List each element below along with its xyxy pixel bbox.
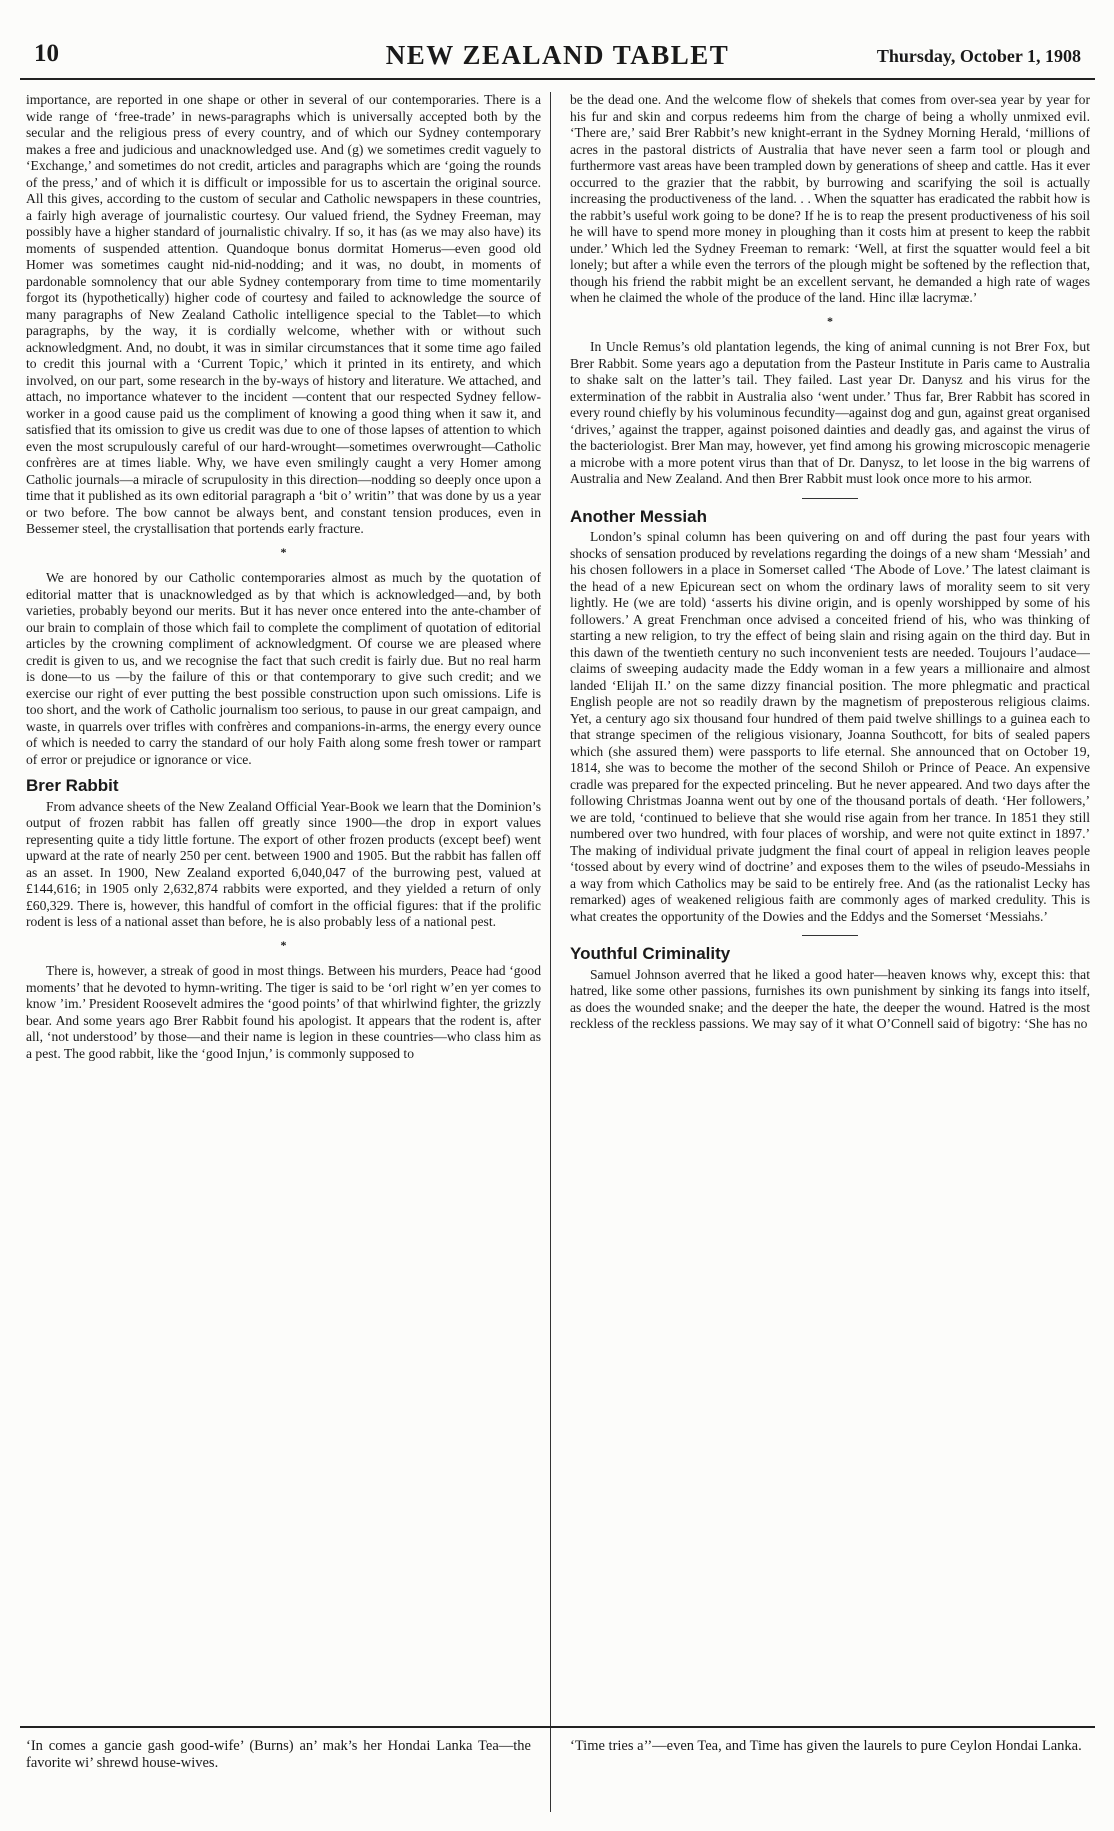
section-separator: * bbox=[280, 544, 287, 559]
page-number: 10 bbox=[34, 40, 59, 67]
column-divider bbox=[550, 92, 551, 1812]
article-paragraph: In Uncle Remus’s old plantation legends, the king of animal cunning is not Brer Fox, but Brer Rabbit. Some years ago a deputation from the Pasteur Institute in Paris came to Australia to shake salt on the latter’s tail. They failed. Last year Dr. Danysz and his virus for the extermination of the rabbit in Australia also ‘went under.’ Thus far, Brer Rabbit has scored in every round chiefly by his voluminous fecundity—against dog and gun, against great organised ‘drives,’ against the trapper, against poisoned dainties and deadly gas, and against the virus of the bacteriologist. Brer Man may, however, yet find among his growing microscopic menagerie a microbe with a more potent virus than that of Dr. Danysz, to let loose in the big warrens of Australia and New Zealand. And then Brer Rabbit must look once more to his armor. bbox=[570, 339, 1090, 486]
article-paragraph: London’s spinal column has been quivering on and off during the past four years with shocks of sensation produced by revelations regarding the doings of a new sham ‘Messiah’ and his chosen followers in a place in Somerset called ‘The Abode of Love.’ The latest claimant is the head of a new Epicurean sect on whom the ordinary laws of morality seem to sit very lightly. He (we are told) ‘asserts his divine origin, and is openly worshipped by some of his followers.’ A great Frenchman once advised a conceited friend of his, who was thinking of starting a new religion, to try the effect of being slain and rising again on the third day. But in this dawn of the twentieth century no such inconvenient tests are needed. Toujours l’audace—claims of sweeping audacity made the Eddy woman in a few years a millionaire and almost landed ‘Elijah II.’ on the same dizzy financial position. The more phlegmatic and practical English people are not so readily drawn by the magnetism of preposterous religious claims. Yet, a century ago six thousand four hundred of them paid twelve shillings to a guinea each to that strange specimen of the religious visionary, Joanna Southcott, for bits of sealed papers which (she assured them) were passports to life eternal. She announced that on October 19, 1814, she was to become the mother of the second Shiloh or Prince of Peace. An expensive cradle was prepared for the expected princeling. But he never appeared. And two days after the following Christmas Joanna went out by one of the thousand portals of death. ‘Her followers,’ we are told, ‘continued to believe that she would rise again from her trance. In 1851 they still numbered over two hundred, with four places of worship, and were not quite extinct in 1897.’ The making of individual private judgment the final court of appeal in religion leaves people ‘tossed about by every wind of doctrine’ and exposes them to the wiles of pseudo-Messiahs in a way from which Catholics may be said to be entirely free. And (as the rationalist Lecky has remarked) ages of weakened religious faith are commonly ages of marked credulity. This is what creates the opportunity of the Dowies and the Eddys and the Somerset ‘Messiahs.’ bbox=[570, 529, 1090, 924]
article-paragraph: be the dead one. And the welcome flow of shekels that comes from over-sea year by year for his fur and skin and corpus redeems him from the charge of being a wholly unmixed evil. ‘There are,’ said Brer Rabbit’s new knight-errant in the Sydney Morning Herald, ‘millions of acres in the pastoral districts of Australia that have never seen a farm tool or plough and furthermore vast areas have been trampled down by generations of sheep and cattle. Has it ever occurred to the grazier that the rabbit, by burrowing and scarifying the soil is actually increasing the productiveness of the land. . . When the squatter has eradicated the rabbit how is the rabbit’s useful work going to be done? If he is to reap the present productiveness of his soil he will have to spend more money in ploughing than it costs him at present to keep the rabbit under.’ Which led the Sydney Freeman to remark: ‘Well, at first the squatter would feel a bit lonely; but after a while even the terrors of the plough might be softened by the reflection that, though his friend the rabbit might be an excellent servant, he demanded a high rate of wages when he claimed the whole of the produce of the land. Hinc illæ lacrymæ.’ bbox=[570, 92, 1090, 305]
footer-rule bbox=[20, 1726, 1095, 1728]
article-paragraph: There is, however, a streak of good in most things. Between his murders, Peace had ‘good moments’ that he devoted to hymn-writing. The tiger is said to be ‘orl right w’en yer comes to know ’im.’ President Roosevelt admires the ‘good points’ of that whirlwind fighter, the grizzly bear. And some years ago Brer Rabbit found his apologist. It appears that the rodent is, after all, ‘not understood’ by those—and their name is legion in these countries—who class him as a pest. The good rabbit, like the ‘good Injun,’ is commonly supposed to bbox=[26, 963, 541, 1061]
newspaper-title: NEW ZEALAND TABLET bbox=[385, 40, 730, 70]
article-paragraph: importance, are reported in one shape or other in several of our contemporaries. There is a wide range of ‘free-trade’ in news-paragraphs which is universally accepted both by the secular and the religious press of every country, and of which our Sydney contemporary makes a free and judicious and unacknowledged use. And (g) we sometimes credit vaguely to ‘Exchange,’ and sometimes do not credit, articles and paragraphs which are ‘going the rounds of the press,’ and of which it is difficult or impossible for us to ascertain the original source. All this gives, according to the custom of secular and Catholic newspapers in these countries, a fairly high average of journalistic courtesy. Our valued friend, the Sydney Freeman, may possibly have a higher standard of journalistic chivalry. If so, it has (as we may also have) its moments of suspended attention. Quandoque bonus dormitat Homerus—even good old Homer was sometimes caught nid-nid-nodding; and it was, no doubt, in moments of pardonable somnolency that our able Sydney contemporary from time to time momentarily forgot its (hypothetically) higher code of courtesy and failed to acknowledge the source of many paragraphs of New Zealand Catholic intelligence special to the Tablet—to which paragraphs, by the way, it is cordially welcome, whether with or without such acknowledgment. And, no doubt, it was in similar circumstances that it some time ago failed to credit this journal with a ‘Current Topic,’ which it printed in its entirety, and which involved, on our part, some research in the by-ways of history and literature. We attached, and attach, no importance whatever to the incident —content that our respected Sydney fellow-worker in a good cause paid us the compliment of knowing a good thing when it saw it, and satisfied that its omission to give us credit was due to one of those lapses of attention to which even the most scrupulously careful of our hard-wrought—sometimes overwrought—Catholic confrères are at times liable. Why, we have even smilingly caught a very Homer among Catholic journals—a miracle of scrupulosity in this direction—nodding so deeply once upon a time that it published as its own editorial paragraph a ‘bit o’ writin’’ that was done by us a year or two before. The bow cannot be always bent, and constant tension produces, even in Bessemer steel, the crystallisation that portends early fracture. bbox=[26, 92, 541, 536]
section-heading-another-messiah: Another Messiah bbox=[570, 506, 707, 526]
left-column bbox=[26, 92, 541, 1712]
section-heading-youthful-criminality: Youthful Criminality bbox=[570, 944, 731, 963]
right-column bbox=[570, 92, 1090, 1712]
footer-ad-right: ‘Time tries a’’—even Tea, and Time has given the laurels to pure Ceylon Hondai Lanka. bbox=[570, 1738, 1082, 1754]
article-paragraph: We are honored by our Catholic contemporaries almost as much by the quotation of editorial matter that is unacknowledged as by that which is acknowledged—and, by both varieties, probably beyond our merits. But it has never once entered into the ante-chamber of our brain to complain of those which fail to complete the compliment of quotation of editorial articles by the crowning compliment of acknowledgment. Of course we are pleased where credit is given to us, and we recognise the fact that such credit is fairly due. But no real harm is done—to us —by the failure of this or that contemporary to give such credit; and we exercise our right of ever putting the best possible construction upon such omissions. Life is too short, and the work of Catholic journalism too serious, to pause in our great campaign, and waste, in quarrels over trifles with confrères and companions-in-arms, the energy every ounce of which is needed to carry the standard of our holy Faith along some fresh tower or rampart of error or prejudice or ignorance or vice. bbox=[26, 570, 541, 767]
section-separator: * bbox=[827, 313, 833, 328]
article-paragraph: Samuel Johnson averred that he liked a good hater—heaven knows why, except this: that hatred, like some other passions, furnishes its own punishment by sinking its fangs into itself, as does the wounded snake; and the deeper the hate, the deeper the wound. Hatred is the most reckless of the reckless passions. We may say of it what O’Connell said of bigotry: ‘She has no bbox=[570, 966, 1090, 1031]
footer-ad-left: ‘In comes a gancie gash good-wife’ (Burns) an’ mak’s her Hondai Lanka Tea—the favorite wi’ shrewd house-wives. bbox=[26, 1738, 531, 1771]
short-divider bbox=[802, 935, 858, 936]
section-heading-brer-rabbit: Brer Rabbit bbox=[26, 776, 119, 795]
article-paragraph: From advance sheets of the New Zealand Official Year-Book we learn that the Dominion’s output of frozen rabbit has fallen off greatly since 1900—the drop in export values representing quite a tidy little fortune. The export of other frozen products (except beef) went upward at the rate of nearly 250 per cent. between 1900 and 1905. But the rabbit has fallen off as an asset. In 1900, New Zealand exported 6,040,047 of the burrowing pest, valued at £144,616; in 1905 only 2,632,874 rabbits were exported, and they yielded a return of only £60,329. There is, however, this handful of comfort in the official figures: that if the prolific rodent is less of a national asset than before, he is also probably less of a national pest. bbox=[26, 798, 541, 929]
masthead bbox=[20, 38, 1095, 80]
section-separator: * bbox=[280, 937, 287, 952]
short-divider bbox=[802, 498, 858, 499]
issue-date: Thursday, October 1, 1908 bbox=[876, 46, 1081, 66]
